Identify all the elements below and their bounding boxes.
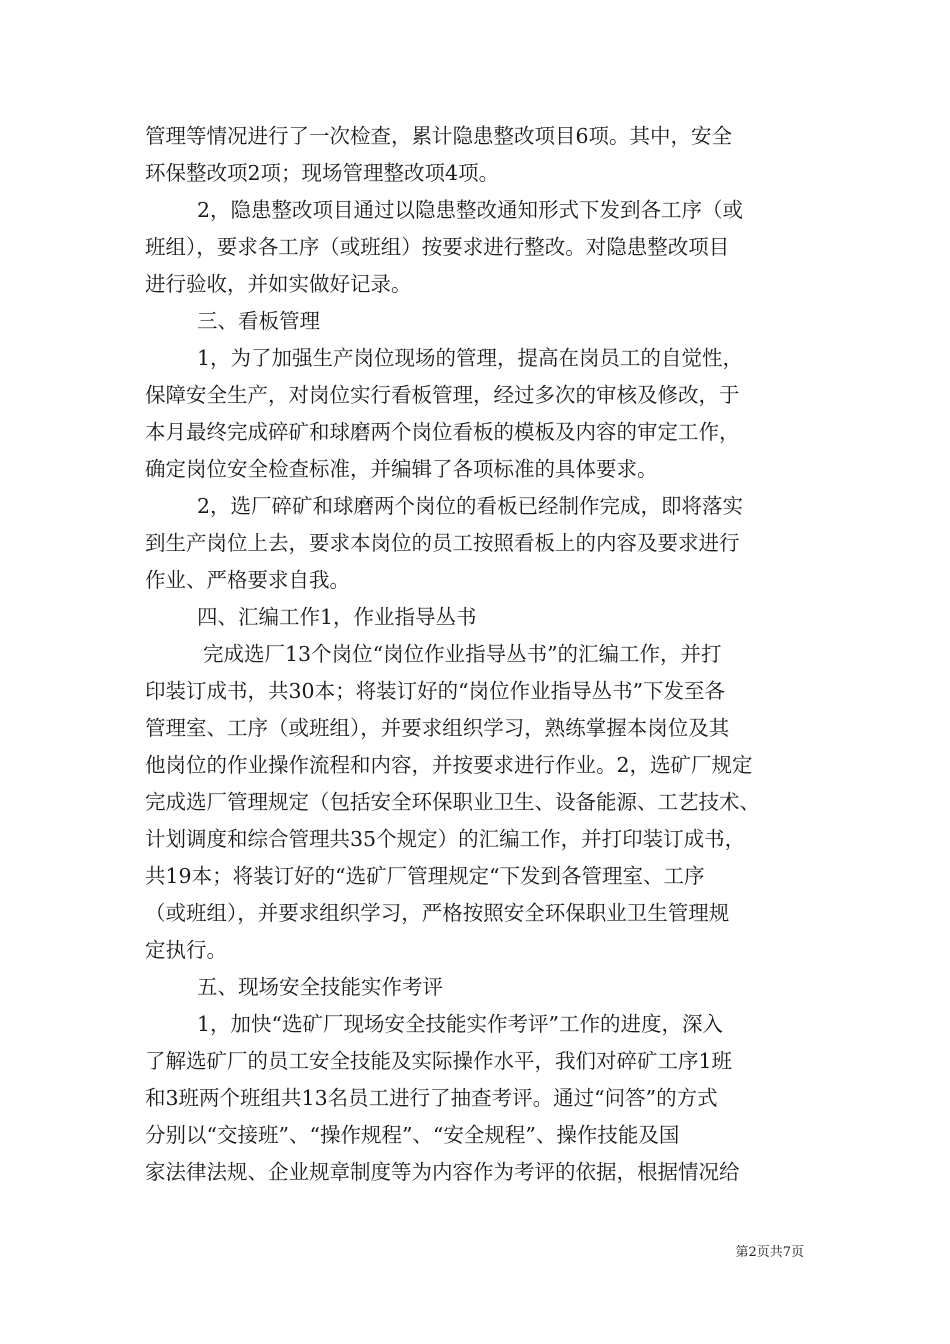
text-line: 完成选厂13个岗位“岗位作业指导丛书”的汇编工作，并打 [203,642,722,666]
text-line: 他岗位的作业操作流程和内容，并按要求进行作业。2，选矿厂规定 [145,753,753,777]
text-line: 计划调度和综合管理共35个规定）的汇编工作，并打印装订成书， [145,827,746,851]
text-line: 共19本；将装订好的“选矿厂管理规定“下发到各管理室、工序 [145,864,705,888]
text-line: 1，为了加强生产岗位现场的管理，提高在岗员工的自觉性， [197,346,744,370]
text-line: 家法律法规、企业规章制度等为内容作为考评的依据，根据情况给 [145,1160,740,1184]
text-line: 班组），要求各工序（或班组）按要求进行整改。对隐患整改项目 [145,235,730,259]
text-line: 和3班两个班组共13名员工进行了抽查考评。通过“问答”的方式 [145,1086,718,1110]
page-number-label: 第2页共7页 [735,1245,804,1260]
text-line: 保障安全生产，对岗位实行看板管理，经过多次的审核及修改，于 [145,383,740,407]
text-line: 确定岗位安全检查标准，并编辑了各项标准的具体要求。 [145,457,658,481]
text-line: （或班组），并要求组织学习，严格按照安全环保职业卫生管理规 [145,901,730,925]
text-line: 管理等情况进行了一次检查，累计隐患整改项目6项。其中，安全 [145,124,733,148]
text-line: 作业、严格要求自我。 [145,568,350,592]
text-line: 了解选矿厂的员工安全技能及实际操作水平，我们对碎矿工序1班 [145,1049,733,1073]
text-line: 到生产岗位上去，要求本岗位的员工按照看板上的内容及要求进行 [145,531,740,555]
text-line: 五、现场安全技能实作考评 [197,975,443,999]
text-line: 印装订成书，共30本；将装订好的“岗位作业指导丛书”下发至各 [145,679,726,703]
text-line: 本月最终完成碎矿和球磨两个岗位看板的模板及内容的审定工作， [145,420,740,444]
document-body [145,118,817,1191]
text-line: 进行验收，并如实做好记录。 [145,272,412,296]
text-line: 2，选厂碎矿和球磨两个岗位的看板已经制作完成，即将落实 [197,494,744,518]
text-line: 四、汇编工作1，作业指导丛书 [197,605,477,629]
text-line: 2，隐患整改项目通过以隐患整改通知形式下发到各工序（或 [197,198,744,222]
text-line: 1，加快“选矿厂现场安全技能实作考评”工作的进度，深入 [197,1012,724,1036]
text-line: 三、看板管理 [197,309,320,333]
text-line: 定执行。 [145,938,227,962]
text-line: 分别以“交接班”、“操作规程”、“安全规程”、操作技能及国 [145,1123,680,1147]
text-line: 完成选厂管理规定（包括安全环保职业卫生、设备能源、工艺技术、 [145,790,760,814]
text-line: 环保整改项2项；现场管理整改项4项。 [145,161,500,185]
page-number-footer [735,1244,804,1262]
text-line: 管理室、工序（或班组），并要求组织学习，熟练掌握本岗位及其 [145,716,730,740]
